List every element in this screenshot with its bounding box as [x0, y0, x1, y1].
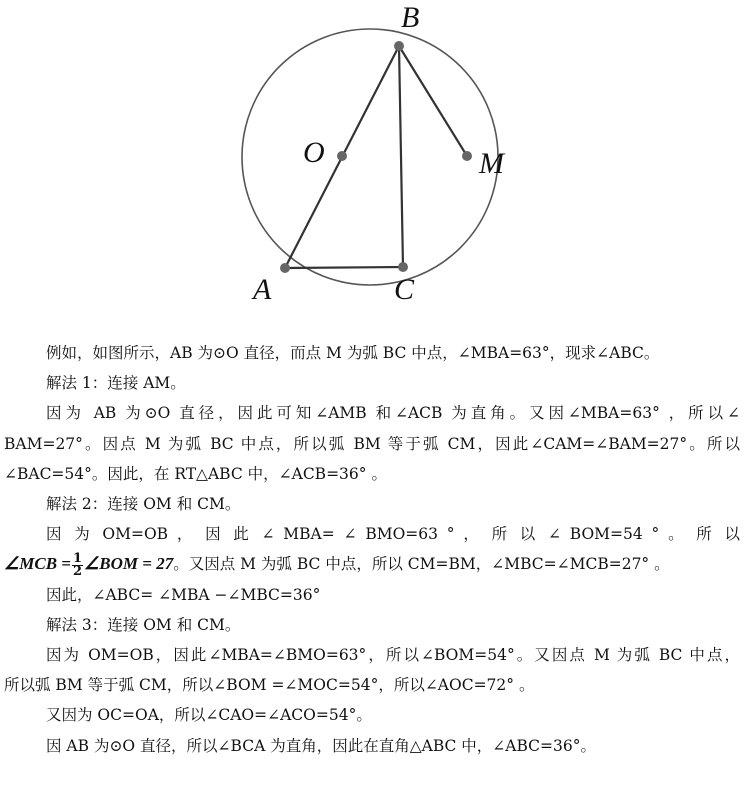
point-a: [280, 263, 290, 273]
method1-heading: 解法 1：连接 AM。: [46, 374, 186, 393]
point-b: [394, 41, 404, 51]
label-c: C: [394, 273, 415, 306]
formula-right: ∠BOM = 27: [84, 554, 174, 574]
point-o: [337, 151, 347, 161]
method3-heading: 解法 3：连接 OM 和 CM。: [46, 615, 241, 634]
method3-line1: 因为 OM=OB，因此∠MBA=∠BMO=63°，所以∠BOM=54°。又因点 M 为弧 BC 中点，: [46, 646, 740, 665]
method3-line3: 又因为 OC=OA，所以∠CAO=∠ACO=54°。: [46, 706, 372, 725]
method2-heading: 解法 2：连接 OM 和 CM。: [46, 495, 241, 514]
method2-line1: 因 为 OM=OB ， 因 此 ∠ MBA= ∠ BMO=63 ° ， 所 以 ∠ BOM=54 ° 。 所 以: [46, 525, 740, 544]
circle-o: [242, 29, 498, 285]
method2-line2: [4, 549, 740, 579]
method1-line2: BAM=27°。因点 M 为弧 BC 中点，所以弧 BM 等于弧 CM，因此∠CAM=∠BAM=27°。所以: [4, 434, 740, 453]
point-c: [398, 262, 408, 272]
geometry-figure: [205, 0, 535, 315]
method1-line3: ∠BAC=54°。因此，在 RT△ABC 中，∠ACB=36° 。: [4, 464, 387, 483]
method3-line4: 因 AB 为⊙O 直径，所以∠BCA 为直角，因此在直角△ABC 中，∠ABC=36°。: [46, 736, 596, 755]
label-m: M: [479, 147, 504, 180]
solution-text: [4, 338, 740, 761]
formula-left: ∠MCB =: [4, 554, 71, 574]
fraction-one-half: [72, 550, 83, 579]
label-a: A: [253, 273, 272, 306]
fraction-denominator: 2: [72, 563, 83, 579]
method2-line2-text: 。又因点 M 为弧 BC 中点，所以 CM=BM，∠MBC=∠MCB=27° 。: [173, 555, 670, 574]
point-m: [462, 151, 472, 161]
method2-line3: 因此，∠ABC= ∠MBA −∠MBC=36°: [46, 585, 321, 604]
intro-line: 例如，如图所示，AB 为⊙O 直径，而点 M 为弧 BC 中点，∠MBA=63°，现求∠ABC。: [46, 344, 660, 362]
label-b: B: [401, 1, 420, 34]
fraction-numerator: 1: [72, 550, 83, 566]
method1-line1: 因为 AB 为⊙O 直径，因此可知∠AMB 和∠ACB 为直角。又因∠MBA=63° ，所以∠: [46, 404, 740, 423]
circle-diagram: [205, 0, 535, 315]
label-o: O: [303, 136, 325, 169]
method3-line2: 所以弧 BM 等于弧 CM，所以∠BOM =∠MOC=54°，所以∠AOC=72° 。: [4, 676, 535, 695]
